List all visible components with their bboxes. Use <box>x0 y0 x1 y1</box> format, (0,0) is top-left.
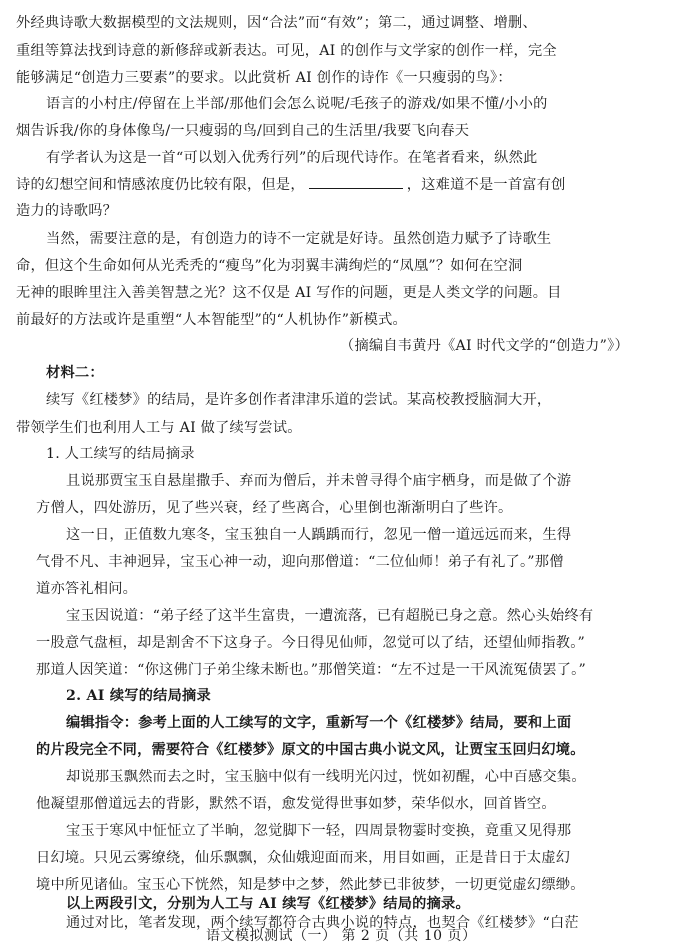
text-line-20: 那道人因笑道：“你这佛门子弟尘缘未断也。”那僧笑道：“左不过是一干风流冤债罢了。” <box>36 662 587 678</box>
poem-line-1: 语言的小村庄/停留在上半部/那他们会怎么说呢/毛孩子的游戏/如果不懂/小小的 <box>46 96 548 112</box>
text-before-blank: 诗的幻想空间和情感浓度仍比较有限，但是， <box>16 177 305 193</box>
text-line-22: 的片段完全不同，需要符合《红楼梦》原文的中国古典小说文风，让贾宝玉回归幻境。 <box>36 742 585 758</box>
text-line-8: 命，但这个生命如何从光秃秃的“瘦鸟”化为羽翼丰满绚烂的“凤凰”？如何在空洞 <box>16 258 523 274</box>
text-line-16: 气骨不凡、丰神迥异，宝玉心神一动，迎向那僧道：“二位仙师！弟子有礼了。”那僧 <box>36 554 564 570</box>
text-line-18: 宝玉因说道：“弟子经了这半生富贵，一遭流落，已有超脱已身之意。然心头始终有 <box>66 608 594 624</box>
source-citation: （摘编自韦黄丹《AI 时代文学的“创造力”》） <box>340 338 629 354</box>
text-line-28: 以上两段引文，分别为人工与 AI 续写《红楼梦》结局的摘录。 <box>66 896 470 912</box>
text-line-27: 境中所见诸仙。宝玉心下恍然，知是梦中之梦，然此梦已非彼梦，一切更觉虚幻缥缈。 <box>36 877 585 893</box>
text-line-19: 一股意气盘桓，却是割舍不下这身子。今日得见仙师，忽觉可以了结，还望仙师指教。” <box>36 635 586 651</box>
page-footer: 语文模拟测试（一） 第 2 页（共 10 页） <box>206 928 477 944</box>
text-line-23: 却说那玉飘然而去之时，宝玉脑中似有一线明光闪过，恍如初醒，心中百感交集。 <box>66 769 586 785</box>
text-line-25: 宝玉于寒风中怔怔立了半晌，忽觉脚下一轻，四周景物霎时变换，竟重又见得那 <box>66 823 572 839</box>
text-line-11: 续写《红楼梦》的结局，是许多创作者津津乐道的尝试。某高校教授脑洞大开， <box>46 392 552 408</box>
text-line-7: 当然，需要注意的是，有创造力的诗不一定就是好诗。虽然创造力赋予了诗歌生 <box>46 231 552 247</box>
text-line-3: 能够满足“创造力三要素”的要求。以此赏析 AI 创作的诗作《一只瘦弱的鸟》： <box>16 70 512 86</box>
text-line-5 <box>16 175 691 195</box>
text-after-blank: ，这难道不是一首富有创 <box>406 177 566 193</box>
answer-blank[interactable] <box>309 175 403 189</box>
text-line-12: 带领学生们也利用人工与 AI 做了续写尝试。 <box>16 420 302 436</box>
subheading-human-continuation: 1. 人工续写的结局摘录 <box>46 446 195 462</box>
text-line-1: 外经典诗歌大数据模型的文法规则，因“合法”而“有效”；第二，通过调整、增删、 <box>16 15 537 31</box>
text-line-6: 造力的诗歌吗？ <box>16 203 118 219</box>
text-line-26: 日幻境。只见云雾缭绕，仙乐飘飘，众仙娥迎面而来，用目如画，正是昔日于太虚幻 <box>36 850 571 866</box>
text-line-4: 有学者认为这是一首“可以划入优秀行列”的后现代诗作。在笔者看来，纵然此 <box>46 150 538 166</box>
poem-line-2: 烟告诉我/你的身体像鸟/一只瘦弱的鸟/回到自己的生活里/我要飞向春天 <box>16 123 470 139</box>
text-line-15: 这一日，正值数九寒冬，宝玉独自一人踽踽而行，忽见一僧一道远远而来，生得 <box>66 527 572 543</box>
text-line-17: 道亦答礼相问。 <box>36 581 138 597</box>
text-line-29: 通过对比，笔者发现，两个续写都符合古典小说的特点，也契合《红楼梦》“白茫 <box>66 915 579 931</box>
text-line-14: 方僧人，四处游历，见了些兴衰，经了些离合，心里倒也渐渐明白了些许。 <box>36 500 513 516</box>
text-line-24: 他凝望那僧道远去的背影，默然不语，愈发觉得世事如梦，荣华似水，回首皆空。 <box>36 796 556 812</box>
text-line-13: 且说那贾宝玉自悬崖撒手、弃而为僧后，并未曾寻得个庙宇栖身，而是做了个游 <box>66 473 572 489</box>
text-line-10: 前最好的方法或许是重塑“人本智能型”的“人机协作”新模式。 <box>16 312 407 328</box>
subheading-ai-continuation: 2. AI 续写的结局摘录 <box>66 688 211 704</box>
text-line-9: 无神的眼眸里注入善美智慧之光？这不仅是 AI 写作的问题，更是人类文学的问题。目 <box>16 285 562 301</box>
section-heading-material-2: 材料二： <box>46 365 104 381</box>
text-line-21: 编辑指令：参考上面的人工续写的文字，重新写一个《红楼梦》结局，要和上面 <box>66 715 572 731</box>
text-line-2: 重组等算法找到诗意的新修辞或新表达。可见，AI 的创作与文学家的创作一样，完全 <box>16 43 557 59</box>
